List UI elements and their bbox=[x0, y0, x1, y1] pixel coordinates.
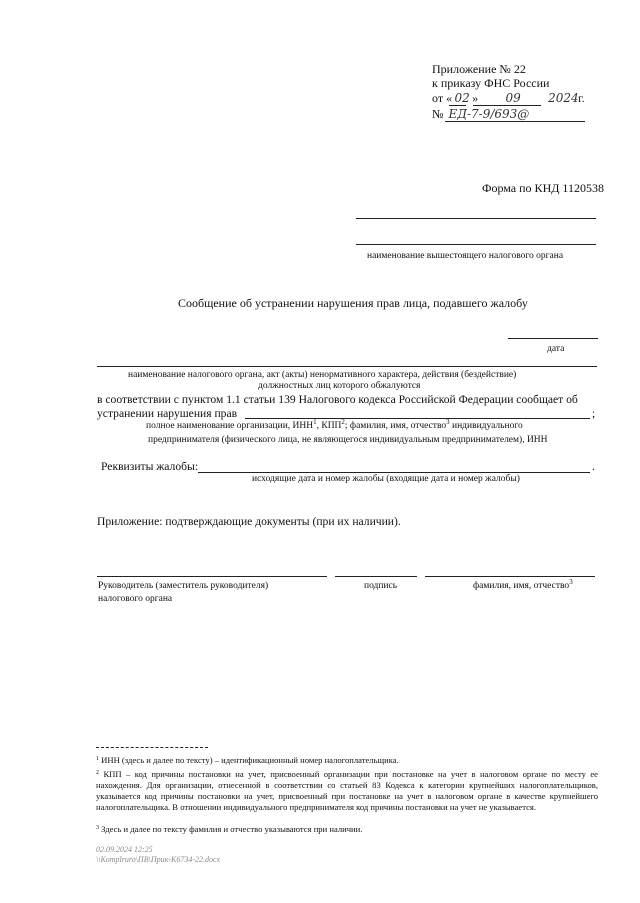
body-text-1: в соответствии с пунктом 1.1 статьи 139 Налогового кодекса Российской Федерации сообщает об bbox=[97, 393, 578, 406]
head-title-1: Руководитель (заместитель руководителя) bbox=[98, 581, 269, 591]
authority-caption-1: наименование налогового органа, акт (акты) ненормативного характера, действия (бездействие) bbox=[128, 370, 517, 380]
footnote-separator bbox=[96, 747, 208, 748]
requisites-label: Реквизиты жалобы: bbox=[101, 460, 199, 473]
form-code: Форма по КНД 1120538 bbox=[482, 181, 604, 195]
header-line-2: к приказу ФНС России bbox=[432, 76, 550, 90]
date-line bbox=[508, 338, 598, 339]
date-month-underline bbox=[473, 105, 541, 106]
name-fn-mark: 3 bbox=[569, 578, 573, 586]
date-suffix: г. bbox=[578, 91, 585, 105]
head-line bbox=[97, 576, 327, 577]
authority-caption-2: должностных лиц которого обжалуются bbox=[258, 381, 421, 391]
date-day-underline bbox=[449, 105, 466, 106]
requisites-line bbox=[198, 472, 590, 473]
requisites-caption: исходящие дата и номер жалобы (входящие дата и номер жалобы) bbox=[252, 474, 520, 484]
date-day: 02 bbox=[454, 91, 470, 105]
header-line-1: Приложение № 22 bbox=[432, 62, 526, 76]
number-underline bbox=[445, 121, 585, 122]
header-date-line bbox=[432, 91, 585, 106]
number-prefix: № bbox=[432, 107, 444, 121]
document-title: Сообщение об устранении нарушения прав лица, подавшего жалобу bbox=[178, 296, 528, 310]
date-caption: дата bbox=[547, 344, 565, 354]
authority-line bbox=[97, 366, 597, 367]
fn-mark-1: 1 bbox=[313, 418, 317, 426]
rights-line bbox=[245, 418, 590, 419]
head-title-2: налогового органа bbox=[98, 594, 173, 604]
body-text-2-end: ; bbox=[592, 407, 596, 420]
name-caption: фамилия, имя, отчество$^3$ bbox=[473, 578, 573, 591]
attachment-text: Приложение: подтверждающие документы (при их наличии). bbox=[97, 515, 401, 528]
body-text-2: устранении нарушения прав bbox=[97, 407, 238, 420]
stamp-line-1: 02.09.2024 12:25 bbox=[96, 845, 153, 854]
person-caption-1: полное наименование организации, ИНН$^1$, КПП$^2$; фамилия, имя, отчество$^3$ индивидуального bbox=[146, 418, 523, 431]
stamp-line-2: \\Komplruro\ПВ\Прик-К6734-22.docx bbox=[96, 855, 221, 864]
date-prefix: от « bbox=[432, 91, 453, 105]
requisites-end: . bbox=[592, 460, 595, 473]
fn-mark-2: 2 bbox=[341, 418, 345, 426]
addressee-caption: наименование вышестоящего налогового органа bbox=[367, 251, 564, 261]
date-year: 2024 bbox=[548, 91, 579, 105]
number-value: ЕД-7-9/693@ bbox=[448, 107, 530, 121]
footnote-3: $^3$ Здесь и далее по тексту фамилия и отчество указываются при наличии. bbox=[96, 824, 363, 834]
fn-mark-3: 3 bbox=[446, 418, 450, 426]
date-mid: » bbox=[472, 91, 479, 105]
footnote-2: $^2$ КПП – код причины постановки на учет, присвоенный организации при постановке на учет в налоговом органе по месту ее нахождения. Для организации, отнесенной в соответствии со статьей 83 Кодекса к категории крупнейших налогоплательщиков, указывается код причины постановки на учет, присвоенный при постановке на учет в налоговом органе в качестве крупнейшего налогоплательщика. В отношении индивидуального предпринимателя код причины постановки на учет не указывается. bbox=[96, 769, 598, 812]
footnote-1: $^1$ ИНН (здесь и далее по тексту) – идентификационный номер налогоплательщика. bbox=[96, 755, 399, 765]
sign-line bbox=[335, 576, 417, 577]
date-month: 09 bbox=[505, 91, 521, 105]
name-line bbox=[425, 576, 595, 577]
header-number-line bbox=[432, 107, 529, 122]
signature-caption: подпись bbox=[364, 581, 398, 591]
addressee-line-2 bbox=[356, 244, 596, 245]
person-caption-2: предпринимателя (физического лица, не являющегося индивидуальным предпринимателем), ИНН bbox=[148, 435, 548, 445]
addressee-line-1 bbox=[356, 218, 596, 219]
